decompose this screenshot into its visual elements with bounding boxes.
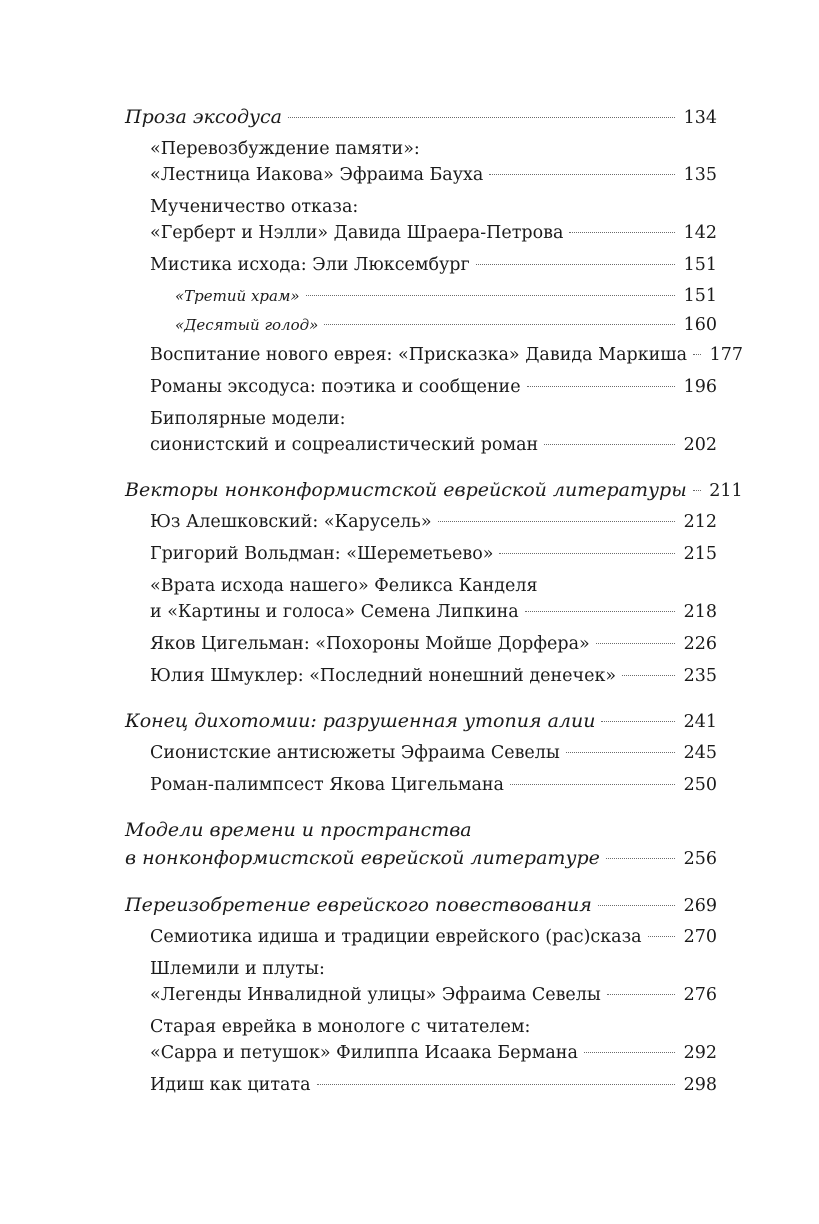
entry-title-line: Семиотика идиша и традиции еврейского (рас)сказа xyxy=(150,927,642,947)
entry-title-line: Юз Алешковский: «Карусель» xyxy=(150,512,432,532)
section-entry[interactable] xyxy=(125,194,717,246)
entry-title-line: Сионистские антисюжеты Эфраима Севелы xyxy=(150,743,560,763)
entry-title-line: Роман-палимпсест Якова Цигельмана xyxy=(150,775,504,795)
page-number: 269 xyxy=(683,896,717,916)
dot-leader xyxy=(476,264,675,265)
chapter-entry[interactable] xyxy=(125,816,717,873)
section-entry[interactable] xyxy=(125,374,717,400)
page-number: 218 xyxy=(683,602,717,622)
section-entry[interactable] xyxy=(125,509,717,535)
entry-title-line: «Герберт и Нэлли» Давида Шраера-Петрова xyxy=(150,223,564,243)
dot-leader xyxy=(622,675,675,676)
toc-section xyxy=(125,476,743,689)
dot-leader xyxy=(596,643,675,644)
chapter-entry[interactable] xyxy=(125,103,717,132)
section-entry[interactable] xyxy=(125,342,744,368)
dot-leader xyxy=(566,752,675,753)
entry-title-line: и «Картины и голоса» Семена Липкина xyxy=(150,602,519,622)
dot-leader xyxy=(489,174,675,175)
page-number: 151 xyxy=(683,255,717,275)
page-number: 235 xyxy=(683,666,717,686)
entry-title-line: Романы эксодуса: поэтика и сообщение xyxy=(150,377,521,397)
entry-title-line: «Лестница Иакова» Эфраима Бауха xyxy=(150,165,484,185)
toc-section xyxy=(125,707,717,798)
section-entry[interactable] xyxy=(125,136,717,188)
page-number: 212 xyxy=(683,512,717,532)
page-number: 241 xyxy=(683,712,717,732)
dot-leader xyxy=(606,858,675,859)
page-number: 151 xyxy=(683,286,717,306)
entry-title-line: Мистика исхода: Эли Люксембург xyxy=(150,255,470,275)
page-number: 215 xyxy=(683,544,717,564)
section-entry[interactable] xyxy=(125,1014,717,1066)
page-number: 202 xyxy=(683,435,717,455)
entry-title-line: Шлемили и плуты: xyxy=(150,959,325,979)
entry-title-line: Юлия Шмуклер: «Последний нонешний денечек» xyxy=(150,666,617,686)
section-entry[interactable] xyxy=(125,1072,717,1098)
entry-title-line: «Десятый голод» xyxy=(175,316,319,334)
entry-title-line: «Легенды Инвалидной улицы» Эфраима Севелы xyxy=(150,985,601,1005)
entry-title-line: «Врата исхода нашего» Феликса Канделя xyxy=(150,576,538,596)
subsection-entry[interactable] xyxy=(125,313,717,337)
entry-title-line: Векторы нонконформистской еврейской литературы xyxy=(125,479,687,501)
dot-leader xyxy=(544,444,675,445)
dot-leader xyxy=(569,232,675,233)
section-entry[interactable] xyxy=(125,541,717,567)
dot-leader xyxy=(693,354,701,355)
entry-title-line: Биполярные модели: xyxy=(150,409,346,429)
page-number: 177 xyxy=(709,345,744,365)
entry-title-line: Воспитание нового еврея: «Присказка» Давида Маркиша xyxy=(150,345,688,365)
dot-leader xyxy=(601,721,675,722)
dot-leader xyxy=(584,1052,675,1053)
page-number: 142 xyxy=(683,223,717,243)
entry-title-line: сионистский и соцреалистический роман xyxy=(150,435,539,455)
dot-leader xyxy=(499,553,675,554)
section-entry[interactable] xyxy=(125,772,717,798)
dot-leader xyxy=(527,386,675,387)
dot-leader xyxy=(525,611,675,612)
section-entry[interactable] xyxy=(125,663,717,689)
entry-title-line: Переизобретение еврейского повествования xyxy=(125,894,592,916)
entry-title-line: Григорий Вольдман: «Шереметьево» xyxy=(150,544,494,564)
page-number: 270 xyxy=(683,927,717,947)
dot-leader xyxy=(438,521,675,522)
dot-leader xyxy=(510,784,675,785)
table-of-contents xyxy=(125,103,744,1116)
section-entry[interactable] xyxy=(125,573,717,625)
entry-title-line: в нонконформистской еврейской литературе xyxy=(125,847,600,869)
toc-section xyxy=(125,816,717,873)
page-number: 245 xyxy=(683,743,717,763)
section-entry[interactable] xyxy=(125,924,717,950)
entry-title-line: Проза эксодуса xyxy=(125,106,283,128)
section-entry[interactable] xyxy=(125,252,717,278)
entry-title-line: «Сарра и петушок» Филиппа Исаака Бермана xyxy=(150,1043,578,1063)
chapter-entry[interactable] xyxy=(125,476,743,505)
page-number: 211 xyxy=(709,481,743,501)
entry-title-line: Модели времени и пространства xyxy=(125,819,472,841)
page-number: 292 xyxy=(683,1043,717,1063)
page-number: 298 xyxy=(683,1075,717,1095)
page-number: 135 xyxy=(683,165,717,185)
page-number: 226 xyxy=(683,634,717,654)
page-number: 256 xyxy=(683,849,717,869)
page-number: 276 xyxy=(683,985,717,1005)
chapter-entry[interactable] xyxy=(125,707,717,736)
section-entry[interactable] xyxy=(125,956,717,1008)
section-entry[interactable] xyxy=(125,631,717,657)
dot-leader xyxy=(288,117,675,118)
dot-leader xyxy=(607,994,675,995)
dot-leader xyxy=(324,324,675,325)
entry-title-line: Конец дихотомии: разрушенная утопия алии xyxy=(125,710,596,732)
section-entry[interactable] xyxy=(125,406,717,458)
dot-leader xyxy=(306,295,675,296)
subsection-entry[interactable] xyxy=(125,284,717,308)
page-number: 134 xyxy=(683,108,717,128)
dot-leader xyxy=(317,1084,675,1085)
entry-title-line: Идиш как цитата xyxy=(150,1075,311,1095)
chapter-entry[interactable] xyxy=(125,891,717,920)
entry-title-line: Яков Цигельман: «Похороны Мойше Дорфера» xyxy=(150,634,590,654)
entry-title-line: Старая еврейка в монологе с читателем: xyxy=(150,1017,531,1037)
toc-section xyxy=(125,891,717,1098)
page-number: 250 xyxy=(683,775,717,795)
dot-leader xyxy=(693,490,701,491)
entry-title-line: Мученичество отказа: xyxy=(150,197,359,217)
dot-leader xyxy=(648,936,675,937)
page-number: 160 xyxy=(683,315,717,335)
page-number: 196 xyxy=(683,377,717,397)
section-entry[interactable] xyxy=(125,740,717,766)
dot-leader xyxy=(598,905,675,906)
entry-title-line: «Перевозбуждение памяти»: xyxy=(150,139,420,159)
entry-title-line: «Третий храм» xyxy=(175,287,300,305)
toc-section xyxy=(125,103,744,458)
